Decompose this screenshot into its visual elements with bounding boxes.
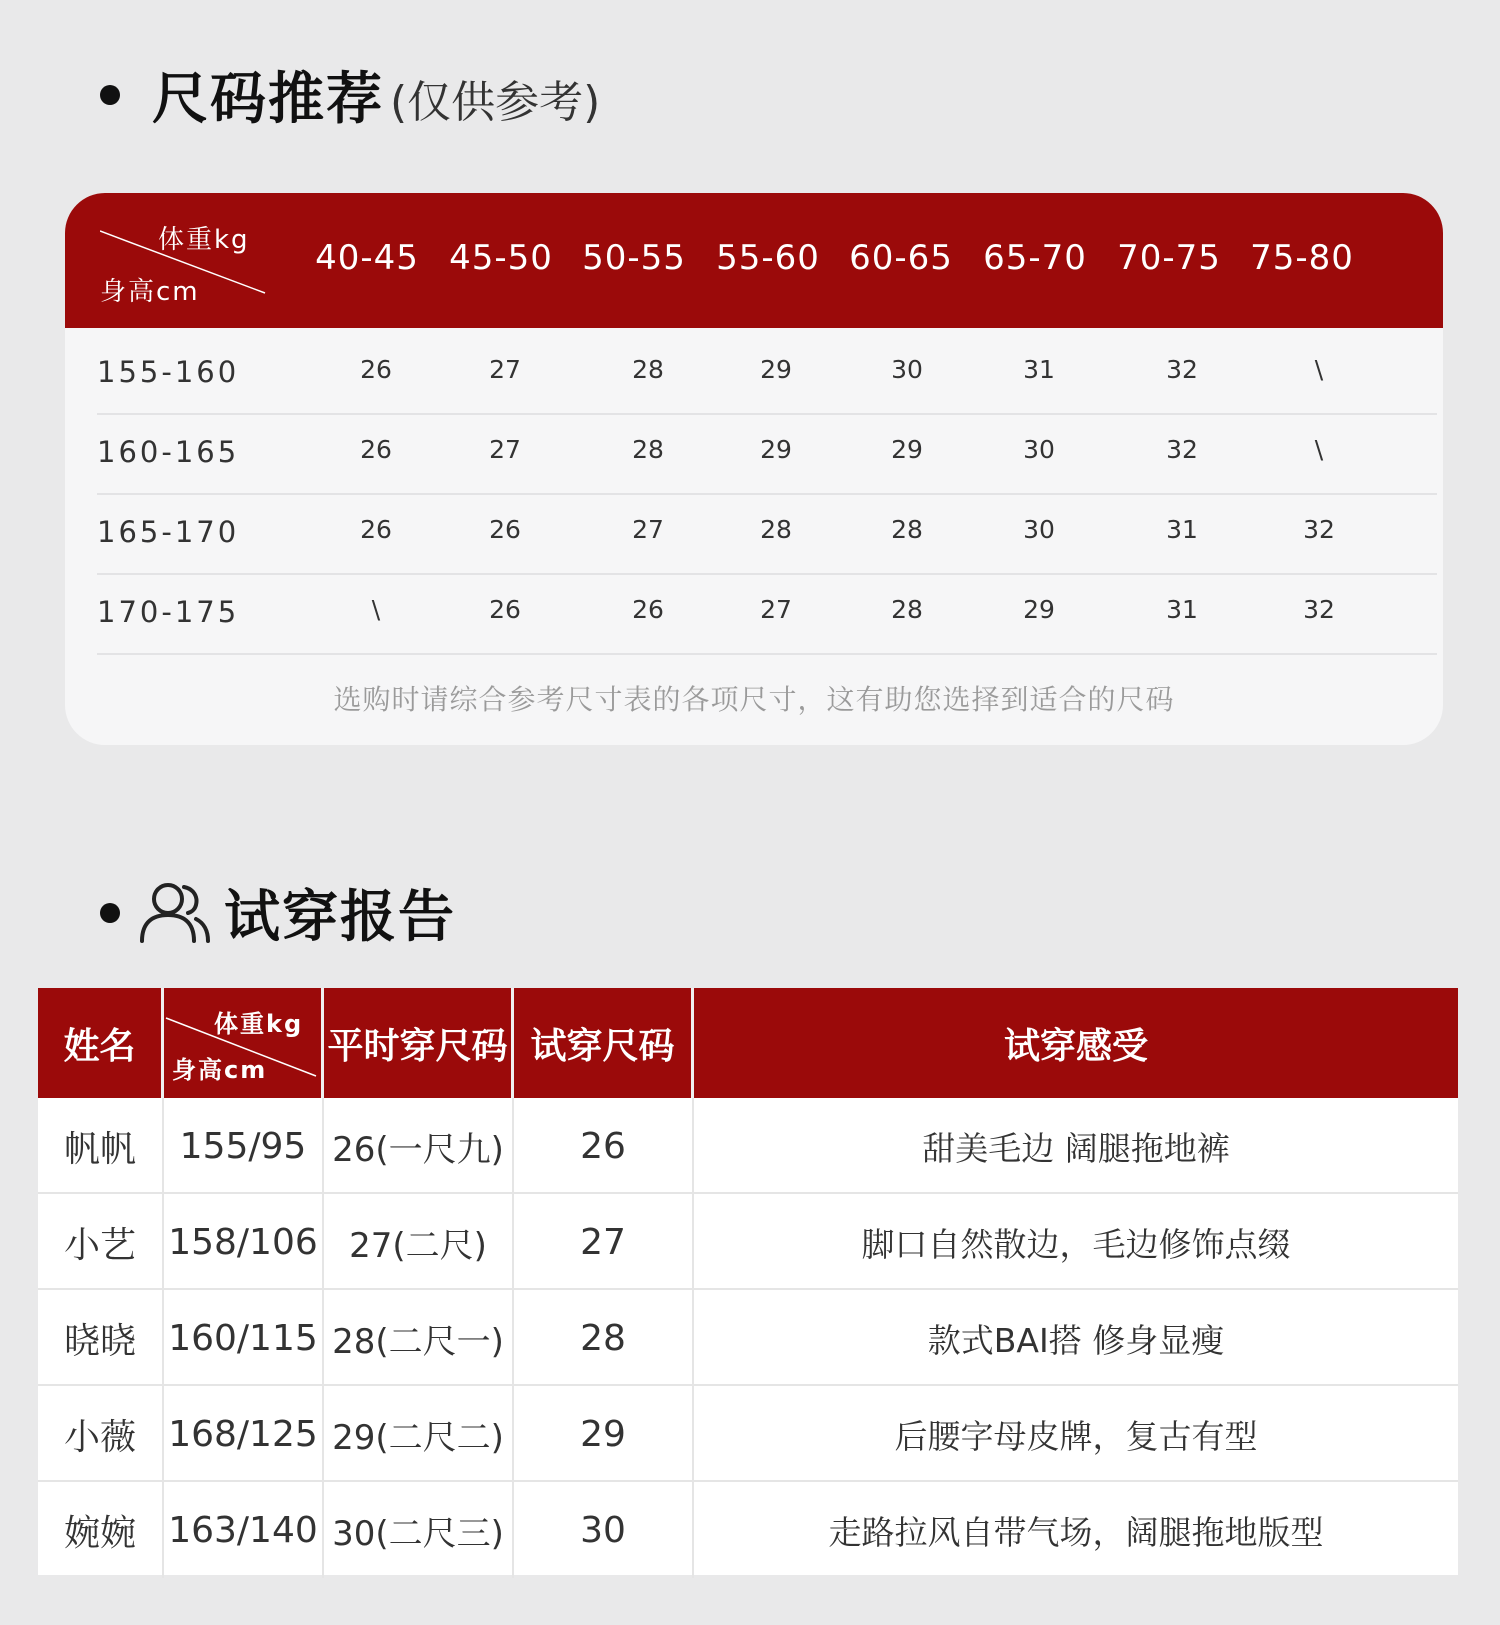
size-cell: 31 [1166,515,1198,544]
size-chart-card [65,193,1443,745]
size-cell: 29 [760,355,792,384]
name-cell: 小艺 [38,1194,164,1290]
size-cell: 30 [1023,515,1055,544]
size-cell: 28 [891,595,923,624]
try-size-cell: 30 [514,1482,694,1578]
usual-size-cell: 29(二尺二) [324,1386,514,1482]
weight-axis-label: 体重kg [214,1010,304,1038]
weight-range-header: 50-55 [582,238,686,278]
weight-axis-label: 体重kg [158,225,250,255]
height-weight-cell: 163/140 [164,1482,324,1578]
bullet-dot [100,85,120,105]
size-cell: 29 [891,435,923,464]
size-cell: 28 [891,515,923,544]
size-cell: 30 [1023,435,1055,464]
size-cell: \ [1314,435,1324,464]
size-chart-header [65,193,1443,328]
try-size-cell: 26 [514,1098,694,1194]
header-usual-size [324,988,514,1098]
size-title: 尺码推荐 [152,67,384,132]
height-range-label: 155-160 [97,355,240,389]
header-name [38,988,164,1098]
header-name-label: 姓名 [63,1025,136,1067]
usual-size-cell: 28(二尺一) [324,1290,514,1386]
feeling-cell: 脚口自然散边，毛边修饰点缀 [861,1224,1291,1264]
size-cell: 26 [360,435,392,464]
size-cell: 32 [1303,595,1335,624]
table-row [38,1098,1458,1194]
try-size-cell: 29 [514,1386,694,1482]
size-cell: 30 [891,355,923,384]
size-cell: 26 [632,595,664,624]
usual-size-cell: 27(二尺) [324,1194,514,1290]
size-cell: 32 [1166,435,1198,464]
try-size-cell: 28 [514,1290,694,1386]
usual-size-cell: 26(一尺九) [324,1098,514,1194]
size-cell: 26 [360,515,392,544]
size-cell: 27 [760,595,792,624]
size-row [97,415,1437,495]
size-cell: 27 [489,355,521,384]
table-row [38,1290,1458,1386]
size-section-title [100,55,600,135]
header-feeling [694,988,1458,1098]
size-cell: 26 [489,515,521,544]
size-cell: 27 [632,515,664,544]
weight-range-header: 65-70 [983,238,1087,278]
size-cell: 32 [1166,355,1198,384]
size-corner-cell [100,219,275,309]
size-cell: 27 [489,435,521,464]
size-cell: 26 [489,595,521,624]
size-cell: 31 [1166,595,1198,624]
size-cell: 29 [760,435,792,464]
size-row [97,335,1437,415]
size-cell: 28 [760,515,792,544]
tryon-table [38,988,1458,1575]
bullet-dot [100,903,120,923]
tryon-title: 试穿报告 [224,885,456,950]
size-cell: 26 [360,355,392,384]
try-size-cell: 27 [514,1194,694,1290]
header-feeling-label: 试穿感受 [1003,1025,1148,1067]
feeling-cell: 甜美毛边 阔腿拖地裤 [922,1128,1230,1168]
table-row [38,1386,1458,1482]
height-range-label: 165-170 [97,515,240,549]
weight-range-header: 45-50 [449,238,553,278]
name-cell: 小薇 [38,1386,164,1482]
size-chart-note: 选购时请综合参考尺寸表的各项尺寸，这有助您选择到适合的尺码 [333,683,1175,716]
size-cell: \ [371,595,381,624]
size-cell: 29 [1023,595,1055,624]
weight-range-header: 60-65 [849,238,953,278]
weight-range-header: 70-75 [1117,238,1221,278]
tryon-corner-cell [164,988,321,1098]
table-row [38,1482,1458,1578]
header-height-weight [164,988,324,1098]
size-cell: 28 [632,435,664,464]
people-icon [138,881,210,945]
tryon-table-header [38,988,1458,1098]
header-try-size-label: 试穿尺码 [530,1025,675,1067]
name-cell: 帆帆 [38,1098,164,1194]
table-row [38,1194,1458,1290]
height-axis-label: 身高cm [172,1056,268,1084]
size-cell: \ [1314,355,1324,384]
name-cell: 晓晓 [38,1290,164,1386]
height-weight-cell: 160/115 [164,1290,324,1386]
size-cell: 28 [632,355,664,384]
height-weight-cell: 168/125 [164,1386,324,1482]
feeling-cell: 后腰字母皮牌，复古有型 [894,1416,1258,1456]
feeling-cell: 款式BAI搭 修身显瘦 [927,1320,1225,1360]
size-row [97,575,1437,655]
height-range-label: 160-165 [97,435,240,469]
name-cell: 婉婉 [38,1482,164,1578]
usual-size-cell: 30(二尺三) [324,1482,514,1578]
feeling-cell: 走路拉风自带气场，阔腿拖地版型 [828,1512,1324,1552]
size-subtitle: (仅供参考) [390,77,601,128]
header-try-size [514,988,694,1098]
weight-range-header: 55-60 [716,238,820,278]
height-weight-cell: 155/95 [164,1098,324,1194]
weight-range-header: 40-45 [315,238,419,278]
height-axis-label: 身高cm [100,277,200,307]
size-cell: 32 [1303,515,1335,544]
tryon-section-title [100,878,456,948]
height-range-label: 170-175 [97,595,240,629]
header-usual-size-label: 平时穿尺码 [327,1025,508,1067]
weight-range-header: 75-80 [1250,238,1354,278]
size-row [97,495,1437,575]
size-cell: 31 [1023,355,1055,384]
height-weight-cell: 158/106 [164,1194,324,1290]
